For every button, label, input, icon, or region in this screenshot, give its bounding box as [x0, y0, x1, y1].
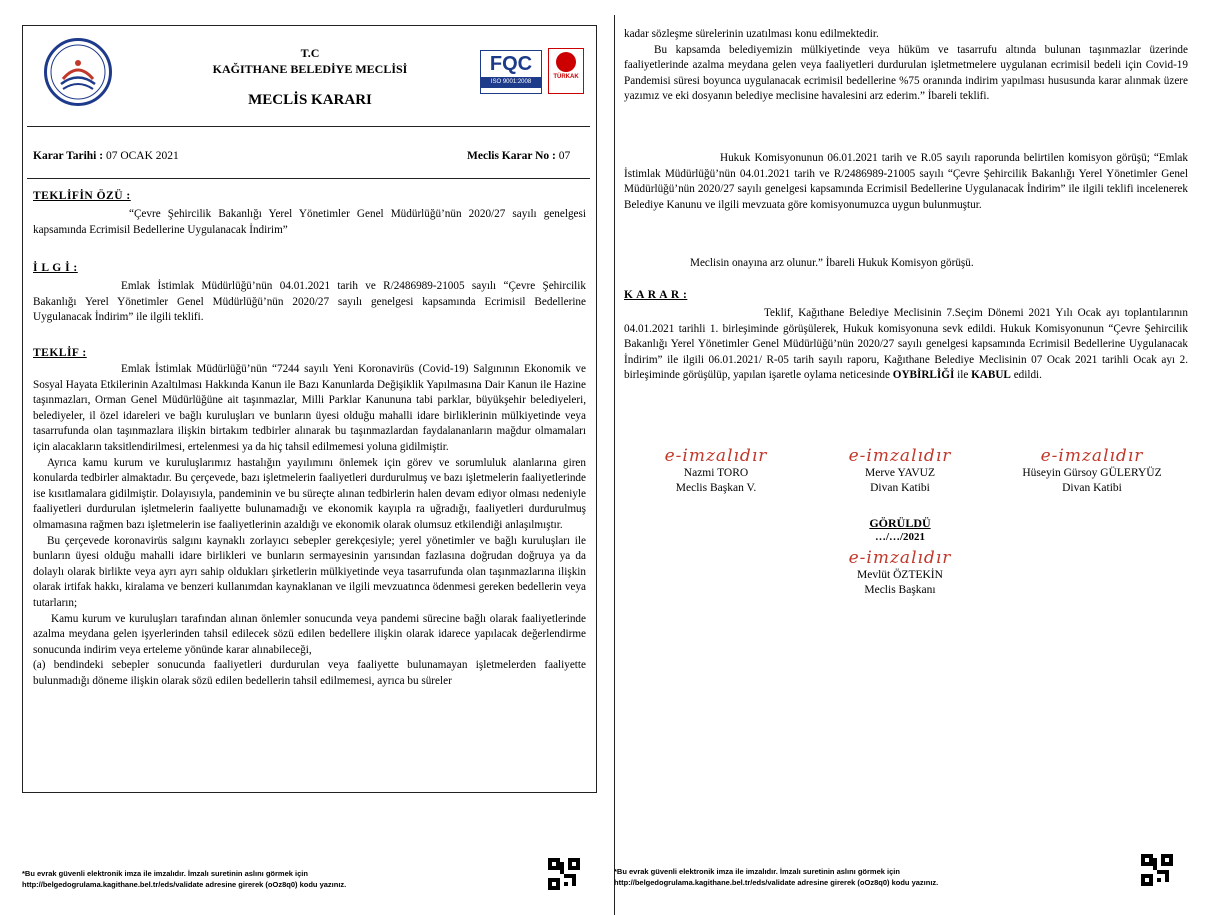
header-divider	[27, 126, 590, 127]
section-text-ilgi: Emlak İstimlak Müdürlüğü’nün 04.01.2021 tarih ve R/2486989-21005 sayılı “Çevre Şehircilik Bakanlığı Yerel Yönetimler Genel Müdürlüğü’nün 2020/27 sayılı genelgesi kapsamında Ecrimisil Bedellerine Uygulanacak İndirim” ile ilgili teklifi.	[33, 280, 586, 324]
signatory-name: Merve YAVUZ	[865, 467, 935, 479]
decision-date-label: Karar Tarihi :	[33, 150, 104, 162]
section-text-karar	[624, 306, 1188, 384]
turkak-label: TÜRKAK	[553, 74, 579, 80]
approval-date: …/…/2021	[874, 531, 926, 543]
signatory-role: Meclis Başkan V.	[675, 482, 757, 494]
approval-title: GÖRÜLDÜ	[869, 516, 931, 530]
verification-footer	[22, 868, 522, 890]
decision-number-label: Meclis Karar No :	[467, 150, 556, 162]
teklif-paragraph: (a) bendindeki sebepler sonucunda faaliyetleri durdurulan veya faaliyette bulunamayan işletmelerden faaliyette bulunmadığı döneme ilişkin olarak sözü edilen bedellerin tahsil edilmemesi, ayrıca bu süreler	[33, 659, 586, 687]
approval-block	[826, 516, 974, 543]
footer-line-2: http://belgedogrulama.kagithane.bel.tr/eds/validate adresine girerek (oOz8q0) kodu yazınız.	[22, 880, 347, 889]
verification-qr-icon	[548, 858, 580, 890]
commission-opinion: Hukuk Komisyonunun 06.01.2021 tarih ve R.05 sayılı raporunda belirtilen komisyon görüşü; “Emlak İstimlak Müdürlüğü’nün 04.01.2021 tarih ve R/2486989-21005 sayılı “Çevre Şehircilik Bakanlığı Yerel Yönetimler Genel Müdürlüğü’nün 2020/27 sayılı genelgesi kapsamında Ecrimisil Bedellerine Uygulanacak İndirim” ile ilgili teklifi incelenerek Belediye Kanunu ve ilgili mevzuata göre komisyonumuzca uygun bulunmuştur.	[624, 152, 1188, 211]
section-title-ozu: TEKLİFİN ÖZÜ :	[33, 190, 131, 202]
page-right-left-border	[614, 15, 615, 915]
decision-date-value: 07 OCAK 2021	[105, 150, 179, 162]
decision-number-value: 07	[558, 150, 571, 162]
verification-footer	[614, 866, 1114, 888]
decision-date	[33, 150, 179, 162]
fqc-cert-logo	[480, 50, 542, 94]
e-signature-stamp: e-imzalıdır	[848, 446, 952, 466]
municipality-logo	[44, 38, 112, 106]
karar-unanimous: OYBİRLİĞİ	[892, 369, 955, 382]
teklif-paragraph: Kamu kurum ve kuruluşları tarafından alınan önlemler sonucunda veya pandemi sürecine bağlı olarak faaliyetlerinde azalma meydana gelen işyerlerinden tahsil edilecek sözü edilen bedellere ilişkin olarak idarece yapılacak değerlendirme sonucunda indirim veya erteleme yönünde karar alınabileceği,	[33, 612, 586, 656]
decision-number	[467, 150, 570, 162]
e-signature-stamp: e-imzalıdır	[664, 446, 768, 466]
karar-text: Teklif, Kağıthane Belediye Meclisinin 7.Seçim Dönemi 2021 Yılı Ocak ayı toplantılarının 04.01.2021 tarihli 1. birleşiminde görüşülerek, Hukuk komisyonuna sevk edildi. Hukuk Komisyonunun “Çevre Şehircilik Bakanlığı Yerel Yönetimler Genel Müdürlüğü’nün 2020/27 sayılı genelgesi kapsamında Ecrimisil Bedellerine Uygulanacak İndirim” ile ilgili 06.01.2021/ R-05 tarih sayılı raporu, Kağıthane Belediye Meclisinin 07 Ocak 2021 tarihli Ocak ayı 2. birleşiminde görüşülüp, yapılan işaretle oylama neticesinde	[624, 307, 1188, 382]
e-signature-stamp: e-imzalıdır	[1040, 446, 1144, 466]
e-signature-stamp: e-imzalıdır	[848, 548, 952, 568]
page-left	[0, 0, 600, 915]
meta-divider	[27, 178, 590, 179]
section-title-ilgi: İ L G İ :	[33, 262, 78, 274]
document-title: MECLİS KARARI	[248, 92, 372, 108]
footer-line-1: *Bu evrak güvenli elektronik imza ile imzalıdır. İmzalı suretinin aslını görmek için	[22, 869, 308, 878]
iso-label: ISO 9001:2008	[481, 77, 541, 88]
fqc-label: FQC	[489, 53, 533, 75]
signature-block	[826, 446, 974, 496]
approver-role: Meclis Başkanı	[864, 584, 936, 596]
teklif-paragraph: Ayrıca kamu kurum ve kuruluşlarımız hastalığın yayılımını önlemek için görev ve sorumluluk alanlarına giren konularda tedbirler almaktadır. Bu çerçevede, bazı işletmelerin faaliyetleri durdurulmuş ve bazı işletmelerin faaliyetlerinde ise kısıtlamalara gidilmiştir. Dolayısıyla, pandeminin ve bu süreçte alınan tedbirlerin halen devam ediyor olması nedeniyle faaliyetleri durdurulan işletmelerin faaliyette bulunamadığı ve ekonomik kayıpla ra uğradığı, faaliyetleri durdurulmuş olmamasına rağmen bazı işletmelerin ise faaliyetlerinin azaldığı ve ekonomik olarak olumsuz etkilendiği anlaşılmıştır.	[33, 456, 586, 531]
teklif-paragraph: Emlak İstimlak Müdürlüğü’nün “7244 sayılı Yeni Koronavirüs (Covid-19) Salgınının Ekonomik ve Sosyal Hayata Etkilerinin Azaltılması Hakkında Kanun ile Bazı Kanunlarda Değişiklik Yapılmasına Dair Kanun ile Hazine taşınmazları, Orman Genel Müdürlüğüne ait taşınmazlar, Milli Parklar Kanununa tabi parklar, büyükşehir belediyeleri, belediyeler, il özel idareleri ve bağlı kuruluşları ve bunların üyesi olduğu mahalli idare birliklerinin mülkiyetinde veya tasarrufunda olan taşınmazlara ilişkin birtakım tedbirler alınarak bu taşınmazlardan faydalananların mağdur olmamaları için alacakların taksitlendirilmesi, ertelenmesi ya da hiç tahsil edilmemesi yoluna gidilmiştir.	[33, 363, 586, 453]
page-right	[612, 0, 1205, 915]
section-title-teklif: TEKLİF :	[33, 347, 87, 359]
signature-block	[992, 446, 1192, 496]
header-council: KAĞITHANE BELEDİYE MECLİSİ	[212, 62, 408, 76]
karar-text-mid: ile	[957, 369, 969, 382]
page2-paragraph: kadar sözleşme sürelerinin uzatılması konu edilmektedir.	[624, 28, 879, 40]
signatory-role: Divan Katibi	[870, 482, 930, 494]
signatory-role: Divan Katibi	[1062, 482, 1122, 494]
header-tc: T.C	[300, 46, 320, 60]
commission-closing: Meclisin onayına arz olunur.” İbareli Hukuk Komisyon görüşü.	[690, 257, 974, 269]
signatory-name: Hüseyin Gürsoy GÜLERYÜZ	[1022, 467, 1162, 479]
approver-name: Mevlüt ÖZTEKİN	[857, 569, 943, 581]
page2-paragraph: Bu kapsamda belediyemizin mülkiyetinde veya hüküm ve tasarrufu altında bulunan taşınmazlar üzerinde faaliyetlerinde azalma meydana gelen veya faaliyetleri durdurulan işletmetmelere uygulanan ecrimisil bedeli için Covid-19 Pandemisi süresi boyunca uygulanacak ecrimisil bedellerine %75 oranında indirim yapılması hususunda karar alınmak üzere yazımız ve eki dosyanın belediye meclisine havalesini arz ederim.” İbareli teklifi.	[624, 43, 1188, 103]
footer-line-2: http://belgedogrulama.kagithane.bel.tr/eds/validate adresine girerek (oOz8q0) kodu yazınız.	[614, 878, 939, 887]
section-text-teklif	[33, 362, 586, 689]
teklif-paragraph: Bu çerçevede koronavirüs salgını kaynaklı zorlayıcı sebepler gerekçesiyle; yerel yönetimler ve bağlı kuruluşları ile bunların üyesi olduğu mahalli idare birlikleri ve bunların sermayesinin yarısından fazlasına doğrudan doğruya ya da dolaylı olarak birlikte veya ayrı ayrı sahip oldukları şirketlerin mülkiyetinde veya tasarrufunda olan taşınmazlarına ilişkin olarak irtifak hakkı, kiralama ve benzeri kullanımdan kaynaklanan ve ilgili mevzuatınca ödenmesi gereken bedellerin veya tutarların;	[33, 534, 586, 609]
karar-text-end: edildi.	[1013, 369, 1042, 382]
section-title-karar: K A R A R :	[624, 289, 688, 301]
footer-line-1: *Bu evrak güvenli elektronik imza ile imzalıdır. İmzalı suretinin aslını görmek için	[614, 867, 900, 876]
signature-block	[642, 446, 790, 496]
turkak-cert-logo	[548, 48, 584, 94]
page2-text	[624, 27, 1188, 105]
approval-signature	[826, 548, 974, 598]
verification-qr-icon	[1141, 854, 1173, 886]
turkak-emblem-icon	[556, 52, 576, 72]
karar-accepted: KABUL	[971, 369, 1011, 382]
signatory-name: Nazmi TORO	[683, 467, 749, 479]
section-text-ozu: “Çevre Şehircilik Bakanlığı Yerel Yönetimler Genel Müdürlüğü’nün 2020/27 sayılı genelgesi kapsamında Ecrimisil Bedellerine Uygulanacak İndirim”	[33, 208, 586, 236]
